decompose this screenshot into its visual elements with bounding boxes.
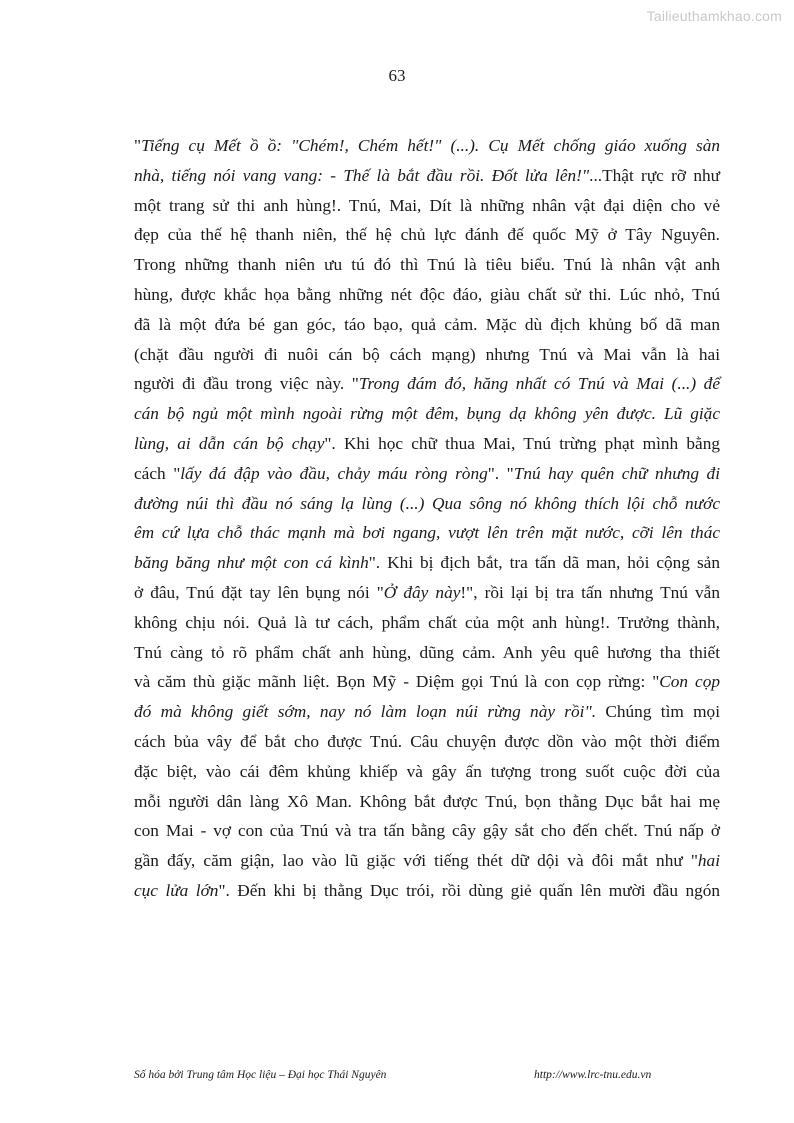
quoted-text: băng băng như một con cá kình [134,553,369,573]
quoted-text: Tnú hay quên chữ nhưng đi [513,463,720,483]
text-segment: ở đâu, Tnú đặt tay lên bụng nói " [134,582,384,602]
text-line [134,399,720,429]
text-line [134,787,720,817]
text-line [134,369,720,399]
text-segment: Trong những thanh niên ưu tú đó thì Tnú là tiêu biểu. Tnú là nhân vật anh [134,255,720,275]
text-line [134,340,720,370]
text-segment: Tnú càng tỏ rõ phẩm chất anh hùng, dũng cảm. Anh yêu quê hương tha thiết [134,642,720,662]
quoted-text: Ở đây này [383,582,461,602]
text-line [134,846,720,876]
text-segment: mỗi người dân làng Xô Man. Không bắt được Tnú, bọn thằng Dục bắt hai mẹ [134,791,720,811]
quoted-text: cục lửa lớn [134,880,219,900]
text-line [134,161,720,191]
text-line [134,727,720,757]
text-segment: ". " [487,463,514,483]
text-line [134,638,720,668]
text-segment: ". Khi bị địch bắt, tra tấn dã man, hỏi cộng sản [368,553,720,573]
text-line [134,518,720,548]
text-segment: " [134,136,142,155]
page-number: 63 [388,66,406,85]
text-line [134,816,720,846]
quoted-text: Tiếng cụ Mết ồ ồ: "Chém!, Chém hết!" (...). Cụ Mết chống giáo xuống sàn [141,136,720,155]
text-line [134,459,720,489]
text-line [134,578,720,608]
text-segment: (chặt đầu người đi nuôi cán bộ cách mạng) nhưng Tnú và Mai vẫn là hai [134,344,720,364]
quoted-text: lùng, ai dẫn cán bộ chạy [134,433,325,453]
quoted-text: lấy đá đập vào đầu, chảy máu ròng ròng [180,463,488,483]
watermark: Tailieuthamkhao.com [646,8,782,24]
text-segment: hùng, được khắc họa bằng những nét độc đáo, giàu chất sử thi. Lúc nhỏ, Tnú [134,284,720,304]
quoted-text: nhà, tiếng nói vang vang: - Thế là bắt đầu rồi. Đốt lửa lên!" [134,165,590,185]
text-segment: gần đấy, căm giận, lao vào lũ giặc với tiếng thét dữ dội và đôi mắt như " [134,851,698,871]
text-segment: cách " [134,463,181,483]
text-segment: !", rồi lại bị tra tấn nhưng Tnú vẫn [460,582,720,602]
text-segment: ". Đến khi bị thằng Dục trói, rồi dùng giẻ quấn lên mười đầu ngón [218,880,721,900]
text-line [134,131,720,161]
text-line [134,310,720,340]
text-segment: người đi đầu trong việc này. " [134,374,359,394]
text-line [134,489,720,519]
text-line [134,548,720,578]
text-segment: ...Thật rực rỡ như [589,165,720,185]
text-segment: con Mai - vợ con của Tnú và tra tấn bằng cây gậy sắt cho đến chết. Tnú nấp ở [134,821,720,841]
text-line [134,876,720,906]
quoted-text: cán bộ ngủ một mình ngoài rừng một đêm, bụng dạ không yên được. Lũ giặc [134,404,720,424]
text-segment: và căm thù giặc mãnh liệt. Bọn Mỹ - Diệm gọi Tnú là con cọp rừng: " [134,672,660,692]
footer-url[interactable]: http://www.lrc-tnu.edu.vn [534,1069,652,1081]
footer-source: Số hóa bởi Trung tâm Học liệu – Đại học Thái Nguyên [134,1069,387,1081]
quoted-text: hai [697,851,720,871]
text-line [134,220,720,250]
text-line [134,250,720,280]
text-segment: Chúng tìm mọi [596,702,720,722]
text-line [134,697,720,727]
text-segment: đẹp của thế hệ thanh niên, thế hệ chủ lực đánh đế quốc Mỹ ở Tây Nguyên. [134,225,720,245]
text-line [134,608,720,638]
text-segment: không chịu nói. Quả là tư cách, phẩm chất của một anh hùng!. Trưởng thành, [134,612,720,632]
quoted-text: êm cứ lựa chỗ thác mạnh mà bơi ngang, vượt lên trên mặt nước, cỡi lên thác [134,523,720,543]
quoted-text: Trong đám đó, hăng nhất có Tnú và Mai (...) để [358,374,720,394]
body-text [134,131,720,906]
text-line [134,757,720,787]
quoted-text: đó mà không giết sớm, nay nó làm loạn núi rừng này rồi". [134,702,597,722]
text-segment: đã là một đứa bé gan góc, táo bạo, quả cảm. Mặc dù địch khủng bố dã man [134,314,720,334]
text-line [134,429,720,459]
text-segment: cách bủa vây để bắt cho được Tnú. Câu chuyện được dồn vào một thời điểm [134,731,720,751]
text-line [134,191,720,221]
quoted-text: Con cọp [659,672,720,692]
text-line [134,280,720,310]
text-segment: đặc biệt, vào cái đêm khủng khiếp và gây ấn tượng trong suốt cuộc đời của [134,761,720,781]
text-segment: một trang sử thi anh hùng!. Tnú, Mai, Dít là những nhân vật đại diện cho vẻ [134,195,720,215]
quoted-text: đường núi thì đầu nó sáng lạ lùng (...) Qua sông nó không thích lội chỗ nước [134,493,720,513]
text-line [134,667,720,697]
text-segment: ". Khi học chữ thua Mai, Tnú trừng phạt mình bằng [324,433,720,453]
